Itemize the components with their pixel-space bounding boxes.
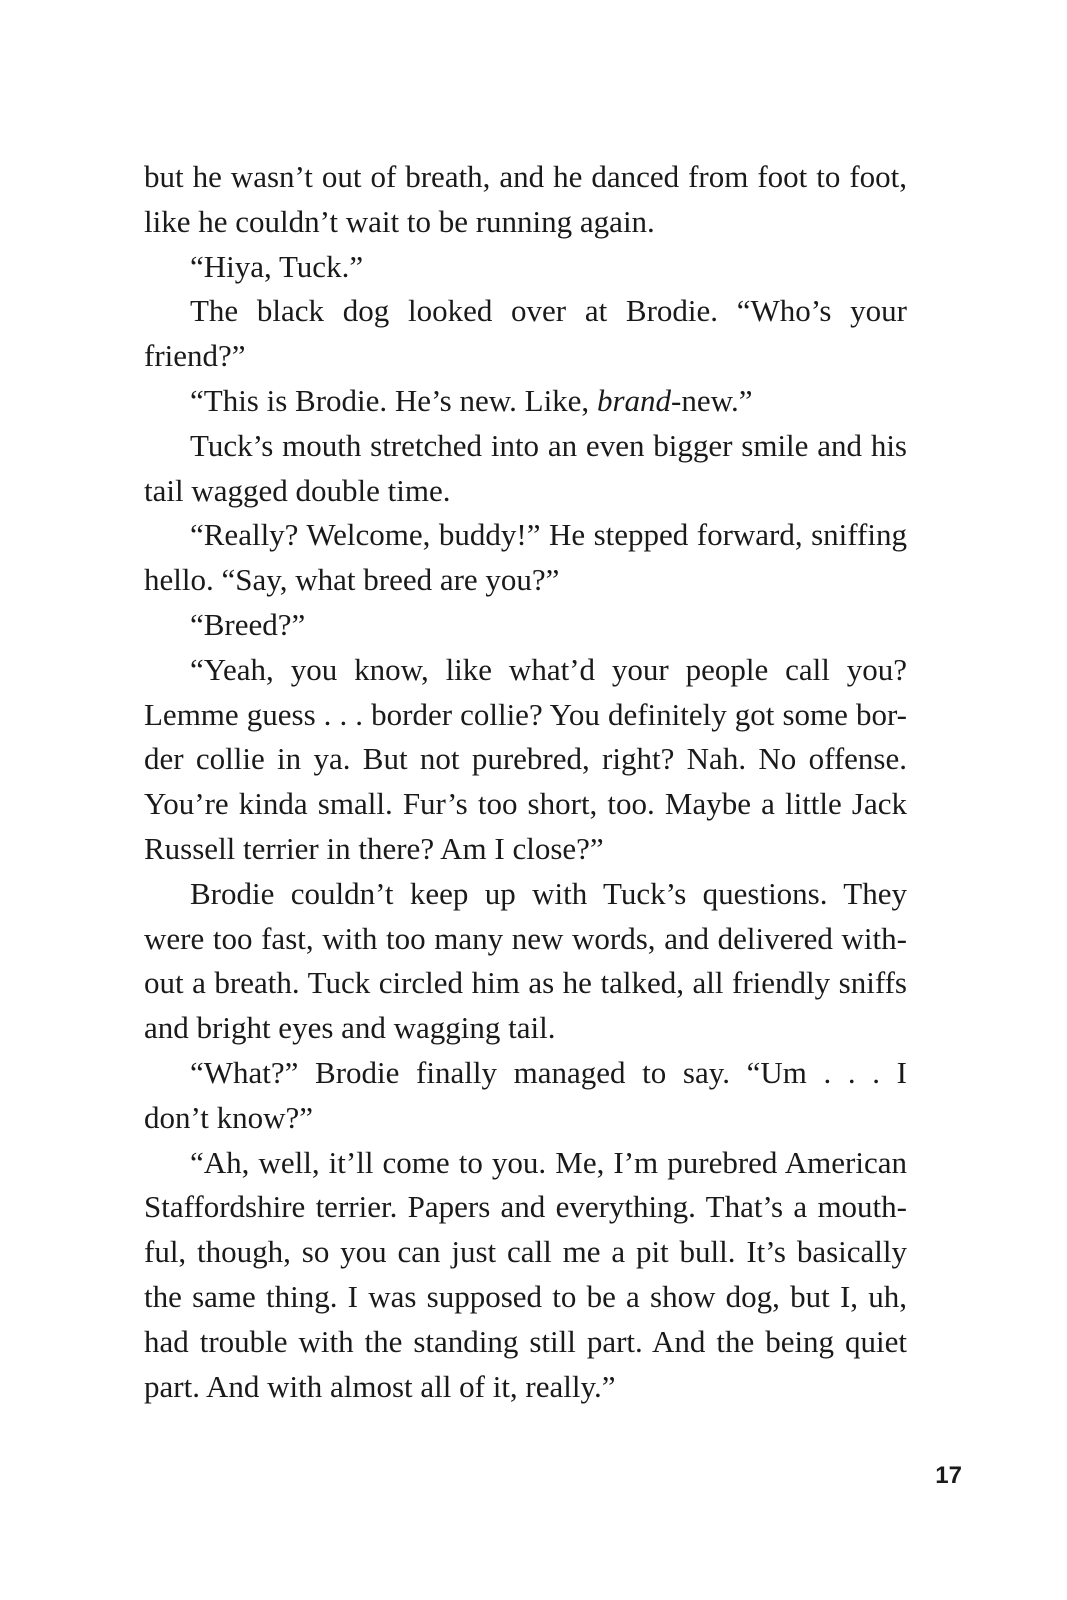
text-line: were too fast, with too many new words, and delivered with-	[144, 920, 907, 956]
text-line: “What?” Brodie finally managed to say. “Um . . . I	[190, 1054, 907, 1090]
text-line: “Yeah, you know, like what’d your people call you?	[190, 651, 907, 687]
text-line: Brodie couldn’t keep up with Tuck’s questions. They	[190, 875, 907, 911]
italic-word: brand	[596, 382, 672, 418]
text-line: der collie in ya. But not purebred, right? Nah. No offense.	[144, 741, 907, 777]
text-segment: -new.”	[671, 382, 753, 418]
text-line: “Ah, well, it’ll come to you. Me, I’m purebred American	[190, 1144, 907, 1180]
text-line: “Hiya, Tuck.”	[190, 248, 364, 284]
text-line	[144, 379, 907, 424]
text-line: “Breed?”	[190, 606, 306, 642]
text-line: and bright eyes and wagging tail.	[144, 1010, 556, 1046]
text-line: The black dog looked over at Brodie. “Who’s your	[190, 293, 907, 329]
text-line: You’re kinda small. Fur’s too short, too. Maybe a little Jack	[144, 786, 907, 822]
text-line: ful, though, so you can just call me a pit bull. It’s basically	[144, 1234, 907, 1270]
text-segment: “This is Brodie. He’s new. Like,	[190, 382, 590, 418]
page-number: 17	[935, 1462, 962, 1489]
text-line: out a breath. Tuck circled him as he talked, all friendly sniffs	[144, 965, 907, 1001]
text-line: don’t know?”	[144, 1099, 314, 1135]
text-line: but he wasn’t out of breath, and he danced from foot to foot,	[144, 159, 907, 194]
text-line: Lemme guess . . . border collie? You definitely got some bor-	[144, 696, 907, 732]
text-line: Staffordshire terrier. Papers and everything. That’s a mouth-	[144, 1189, 907, 1225]
text-line: had trouble with the standing still part. And the being quiet	[144, 1323, 907, 1359]
text-line: friend?”	[144, 338, 246, 374]
text-line: “Really? Welcome, buddy!” He stepped forward, sniffing	[190, 517, 907, 553]
text-line: part. And with almost all of it, really.”	[144, 1368, 616, 1404]
body-text	[144, 155, 907, 1409]
text-line: Russell terrier in there? Am I close?”	[144, 830, 604, 866]
text-line: tail wagged double time.	[144, 472, 451, 508]
text-line: hello. “Say, what breed are you?”	[144, 562, 560, 598]
text-line: the same thing. I was supposed to be a show dog, but I, uh,	[144, 1278, 907, 1314]
text-line: Tuck’s mouth stretched into an even bigger smile and his	[190, 427, 907, 463]
text-line: like he couldn’t wait to be running again.	[144, 203, 655, 239]
